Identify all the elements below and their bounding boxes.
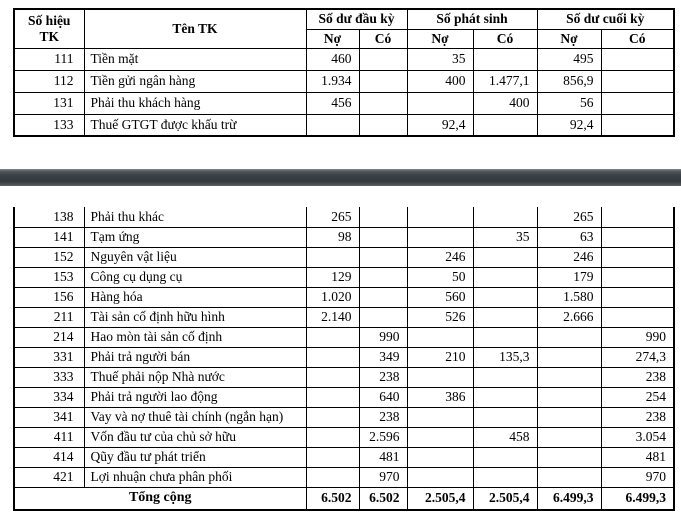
account-name: Thuế phải nộp Nhà nước: [84, 367, 306, 387]
movement-debit-value: [407, 367, 473, 387]
opening-credit-value: 990: [359, 327, 407, 347]
opening-credit-value: [359, 227, 407, 247]
movement-debit-value: [407, 92, 473, 114]
opening-debit-value: 456: [306, 92, 359, 114]
account-row-133: [14, 114, 674, 136]
account-row-334: [14, 387, 674, 407]
movement-debit-total: 2.505,4: [407, 487, 473, 510]
movement-credit-value: [473, 114, 537, 136]
closing-debit-value: [537, 327, 601, 347]
opening-credit-total: 6.502: [359, 487, 407, 510]
closing-debit-value: 856,9: [537, 70, 601, 92]
account-row-333: [14, 367, 674, 387]
closing-credit-value: [601, 287, 674, 307]
movement-debit-value: [407, 407, 473, 427]
closing-debit-value: 246: [537, 247, 601, 267]
opening-credit-value: 2.596: [359, 427, 407, 447]
opening-debit-value: 265: [306, 207, 359, 227]
account-row-131: [14, 92, 674, 114]
header-account-code: [14, 9, 84, 48]
movement-credit-value: [473, 267, 537, 287]
trial-balance-table-page2: [13, 207, 675, 511]
account-name: Công cụ dụng cụ: [84, 267, 306, 287]
movement-debit-value: 246: [407, 247, 473, 267]
account-row-414: [14, 447, 674, 467]
header-opening-credit: Có: [359, 29, 407, 48]
opening-debit-value: [306, 367, 359, 387]
opening-credit-value: 640: [359, 387, 407, 407]
header-account-name: Tên TK: [84, 9, 306, 48]
opening-credit-value: [359, 92, 407, 114]
total-row: [14, 487, 674, 510]
movement-debit-value: 50: [407, 267, 473, 287]
account-row-138: [14, 207, 674, 227]
header-movement-credit: Có: [473, 29, 537, 48]
closing-credit-value: 970: [601, 467, 674, 487]
opening-debit-value: 129: [306, 267, 359, 287]
header-closing-debit: Nợ: [537, 29, 601, 48]
account-name: Vay và nợ thuê tài chính (ngắn hạn): [84, 407, 306, 427]
account-name: Tài sản cố định hữu hình: [84, 307, 306, 327]
opening-debit-value: [306, 387, 359, 407]
movement-credit-value: [473, 287, 537, 307]
opening-debit-value: [306, 427, 359, 447]
closing-debit-value: [537, 407, 601, 427]
closing-credit-value: 254: [601, 387, 674, 407]
opening-credit-value: [359, 48, 407, 70]
account-row-153: [14, 267, 674, 287]
trial-balance-table-page1: [13, 8, 675, 137]
account-name: Phải trả người bán: [84, 347, 306, 367]
header-closing-balance: Số dư cuối kỳ: [537, 9, 674, 29]
account-code: 421: [14, 467, 84, 487]
account-name: Lợi nhuận chưa phân phối: [84, 467, 306, 487]
account-row-141: [14, 227, 674, 247]
movement-debit-value: 92,4: [407, 114, 473, 136]
account-name: Phải trả người lao động: [84, 387, 306, 407]
account-row-214: [14, 327, 674, 347]
movement-debit-value: 386: [407, 387, 473, 407]
header-opening-balance: Số dư đầu kỳ: [306, 9, 407, 29]
account-code: 414: [14, 447, 84, 467]
movement-debit-value: 526: [407, 307, 473, 327]
account-name: Phải thu khác: [84, 207, 306, 227]
opening-debit-value: [306, 327, 359, 347]
movement-credit-total: 2.505,4: [473, 487, 537, 510]
closing-credit-value: 274,3: [601, 347, 674, 367]
opening-debit-value: 98: [306, 227, 359, 247]
account-row-156: [14, 287, 674, 307]
account-code: 333: [14, 367, 84, 387]
header-account-code-line2: TK: [39, 28, 59, 44]
account-name: Hao mòn tài sản cố định: [84, 327, 306, 347]
closing-credit-value: [601, 207, 674, 227]
opening-credit-value: 970: [359, 467, 407, 487]
closing-credit-value: [601, 70, 674, 92]
opening-credit-value: [359, 267, 407, 287]
account-name: Tiền gửi ngân hàng: [84, 70, 306, 92]
movement-credit-value: [473, 307, 537, 327]
account-code: 138: [14, 207, 84, 227]
opening-credit-value: [359, 307, 407, 327]
movement-debit-value: [407, 227, 473, 247]
opening-debit-value: [306, 467, 359, 487]
closing-credit-value: 3.054: [601, 427, 674, 447]
movement-credit-value: 458: [473, 427, 537, 447]
closing-credit-value: [601, 92, 674, 114]
account-name: Hàng hóa: [84, 287, 306, 307]
account-row-341: [14, 407, 674, 427]
movement-credit-value: [473, 247, 537, 267]
closing-credit-total: 6.499,3: [601, 487, 674, 510]
closing-debit-value: [537, 367, 601, 387]
account-name: Phải thu khách hàng: [84, 92, 306, 114]
movement-credit-value: 400: [473, 92, 537, 114]
closing-debit-value: 63: [537, 227, 601, 247]
account-code: 331: [14, 347, 84, 367]
closing-debit-value: 265: [537, 207, 601, 227]
movement-debit-value: 35: [407, 48, 473, 70]
movement-credit-value: [473, 467, 537, 487]
movement-credit-value: [473, 407, 537, 427]
closing-debit-value: [537, 447, 601, 467]
account-code: 141: [14, 227, 84, 247]
header-group-row: [14, 9, 674, 29]
header-movement-debit: Nợ: [407, 29, 473, 48]
closing-credit-value: [601, 307, 674, 327]
page-break-separator: [0, 169, 681, 186]
opening-credit-value: [359, 247, 407, 267]
closing-debit-value: 92,4: [537, 114, 601, 136]
opening-debit-total: 6.502: [306, 487, 359, 510]
opening-credit-value: [359, 114, 407, 136]
account-row-411: [14, 427, 674, 447]
opening-debit-value: 2.140: [306, 307, 359, 327]
opening-credit-value: 349: [359, 347, 407, 367]
movement-debit-value: 560: [407, 287, 473, 307]
account-code: 133: [14, 114, 84, 136]
opening-debit-value: [306, 114, 359, 136]
closing-debit-value: [537, 387, 601, 407]
account-row-112: [14, 70, 674, 92]
movement-debit-value: [407, 207, 473, 227]
account-row-152: [14, 247, 674, 267]
account-code: 152: [14, 247, 84, 267]
movement-debit-value: 210: [407, 347, 473, 367]
account-name: Tạm ứng: [84, 227, 306, 247]
closing-debit-value: [537, 427, 601, 447]
account-code: 112: [14, 70, 84, 92]
movement-credit-value: [473, 207, 537, 227]
opening-debit-value: 1.020: [306, 287, 359, 307]
closing-credit-value: [601, 227, 674, 247]
closing-debit-total: 6.499,3: [537, 487, 601, 510]
movement-credit-value: [473, 387, 537, 407]
account-code: 153: [14, 267, 84, 287]
movement-credit-value: [473, 367, 537, 387]
movement-credit-value: 135,3: [473, 347, 537, 367]
account-code: 156: [14, 287, 84, 307]
movement-credit-value: [473, 48, 537, 70]
movement-debit-value: 400: [407, 70, 473, 92]
closing-debit-value: 56: [537, 92, 601, 114]
closing-debit-value: 495: [537, 48, 601, 70]
header-account-code-line1: Số hiệu: [28, 13, 71, 29]
movement-credit-value: 35: [473, 227, 537, 247]
total-label: Tổng cộng: [14, 487, 306, 510]
opening-credit-value: 238: [359, 367, 407, 387]
opening-debit-value: [306, 247, 359, 267]
movement-debit-value: [407, 447, 473, 467]
opening-debit-value: [306, 347, 359, 367]
opening-credit-value: 481: [359, 447, 407, 467]
opening-credit-value: [359, 70, 407, 92]
account-name: Tiền mặt: [84, 48, 306, 70]
account-code: 341: [14, 407, 84, 427]
account-code: 131: [14, 92, 84, 114]
closing-debit-value: 2.666: [537, 307, 601, 327]
opening-credit-value: [359, 207, 407, 227]
closing-credit-value: 481: [601, 447, 674, 467]
closing-credit-value: 238: [601, 407, 674, 427]
account-code: 334: [14, 387, 84, 407]
account-name: Thuế GTGT được khấu trừ: [84, 114, 306, 136]
closing-credit-value: [601, 114, 674, 136]
movement-debit-value: [407, 427, 473, 447]
account-row-331: [14, 347, 674, 367]
closing-credit-value: [601, 48, 674, 70]
movement-credit-value: [473, 327, 537, 347]
header-closing-credit: Có: [601, 29, 674, 48]
movement-credit-value: [473, 447, 537, 467]
movement-credit-value: 1.477,1: [473, 70, 537, 92]
account-code: 211: [14, 307, 84, 327]
account-name: Qũy đầu tư phát triển: [84, 447, 306, 467]
opening-credit-value: 238: [359, 407, 407, 427]
closing-credit-value: [601, 247, 674, 267]
account-name: Nguyên vật liệu: [84, 247, 306, 267]
closing-credit-value: 238: [601, 367, 674, 387]
account-code: 214: [14, 327, 84, 347]
opening-credit-value: [359, 287, 407, 307]
closing-credit-value: [601, 267, 674, 287]
closing-debit-value: [537, 347, 601, 367]
account-row-421: [14, 467, 674, 487]
movement-debit-value: [407, 327, 473, 347]
header-opening-debit: Nợ: [306, 29, 359, 48]
opening-debit-value: 1.934: [306, 70, 359, 92]
opening-debit-value: 460: [306, 48, 359, 70]
account-code: 111: [14, 48, 84, 70]
movement-debit-value: [407, 467, 473, 487]
header-movements: Số phát sinh: [407, 9, 537, 29]
account-row-211: [14, 307, 674, 327]
closing-debit-value: 179: [537, 267, 601, 287]
account-name: Vốn đầu tư của chủ sở hữu: [84, 427, 306, 447]
closing-debit-value: [537, 467, 601, 487]
opening-debit-value: [306, 447, 359, 467]
opening-debit-value: [306, 407, 359, 427]
account-code: 411: [14, 427, 84, 447]
closing-credit-value: 990: [601, 327, 674, 347]
account-row-111: [14, 48, 674, 70]
closing-debit-value: 1.580: [537, 287, 601, 307]
